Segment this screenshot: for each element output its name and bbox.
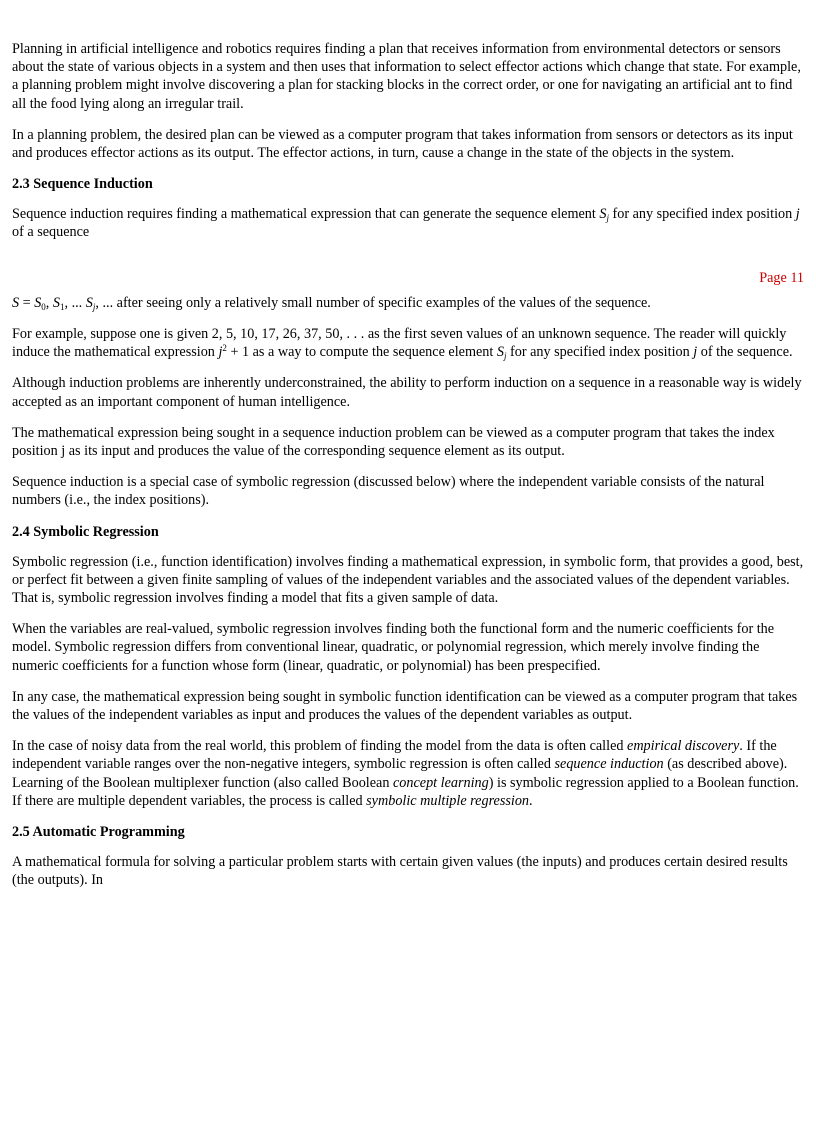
paragraph-symbolic-regression-program: In any case, the mathematical expression being sought in symbolic function identification can be viewed as a computer program that takes the values of the independent variables as input and produces the values of the dependent variables as output. <box>12 688 798 724</box>
paragraph-sequence-intro: Sequence induction requires finding a mathematical expression that can generate the sequence element $S_j$ for any specified index position j of a sequence <box>12 206 800 241</box>
page-number-marker: Page 11 <box>759 269 804 286</box>
document-page <box>12 40 804 903</box>
paragraph-sequence-program: The mathematical expression being sought in a sequence induction problem can be viewed as a computer program that takes the index position j as its input and produces the value of the corresponding sequence element as its output. <box>12 424 775 460</box>
paragraph-symbolic-regression-noisy-data: In the case of noisy data from the real world, this problem of finding the model from the data is often called empirical discovery. If the independent variable ranges over the non-negative integers, symbolic regression is often called sequence induction (as described above). Learning of the Boolean multiplexer function (also called Boolean concept learning) is symbolic regression applied to a Boolean function. If there are multiple dependent variables, the process is called symbolic multiple regression. <box>12 738 799 809</box>
paragraph-planning-program: In a planning problem, the desired plan can be viewed as a computer program that takes information from sensors or detectors as its input and produces effector actions as its output. The effector actions, in turn, cause a change in the state of the objects in the system. <box>12 126 793 162</box>
paragraph-induction-underconstrained: Although induction problems are inherently underconstrained, the ability to perform induction on a sequence in a reasonable way is widely accepted as an important component of human intelligence. <box>12 375 802 410</box>
paragraph-planning: Planning in artificial intelligence and robotics requires finding a plan that receives information from environmental detectors or sensors about the state of various objects in a system and then uses that information to select effector actions which change that state. For example, a planning problem might involve discovering a plan for stacking blocks in the correct order, or one for navigating an artificial ant to find all the food lying along an irregular trail. <box>12 41 801 112</box>
paragraph-automatic-programming: A mathematical formula for solving a particular problem starts with certain given values (the inputs) and produces certain desired results (the outputs). In <box>12 854 788 889</box>
paragraph-sequence-example: For example, suppose one is given 2, 5, 10, 17, 26, 37, 50, . . . as the first seven values of an unknown sequence. The reader will quickly induce the mathematical expression $j^2 + 1$ as a way to compute the sequence element $S_j$ for any specified index position j of the sequence. <box>12 326 793 362</box>
paragraph-sequence-definition: $S = S_0$, $S_1$, ... $S_j$, ... after seeing only a relatively small number of specific examples of the values of the sequence. <box>12 294 651 312</box>
section-heading-automatic-programming: 2.5 Automatic Programming <box>12 824 185 841</box>
paragraph-symbolic-regression-definition: Symbolic regression (i.e., function identification) involves finding a mathematical expression, in symbolic form, that provides a good, best, or perfect fit between a given finite sampling of values of the independent variables and the associated values of the dependent variables. That is, symbolic regression involves finding a model that fits a given sample of data. <box>12 553 804 607</box>
section-heading-symbolic-regression: 2.4 Symbolic Regression <box>12 523 159 540</box>
section-heading-sequence-induction: 2.3 Sequence Induction <box>12 176 153 193</box>
paragraph-sequence-special-case: Sequence induction is a special case of symbolic regression (discussed below) where the independent variable consists of the natural numbers (i.e., the index positions). <box>12 474 765 509</box>
paragraph-symbolic-regression-real-valued: When the variables are real-valued, symbolic regression involves finding both the functional form and the numeric coefficients for the model. Symbolic regression differs from conventional linear, quadratic, or polynomial regression, which merely involve finding the numeric coefficients for a function whose form (linear, quadratic, or polynomial) has been prespecified. <box>12 621 775 674</box>
page-break <box>12 269 804 287</box>
